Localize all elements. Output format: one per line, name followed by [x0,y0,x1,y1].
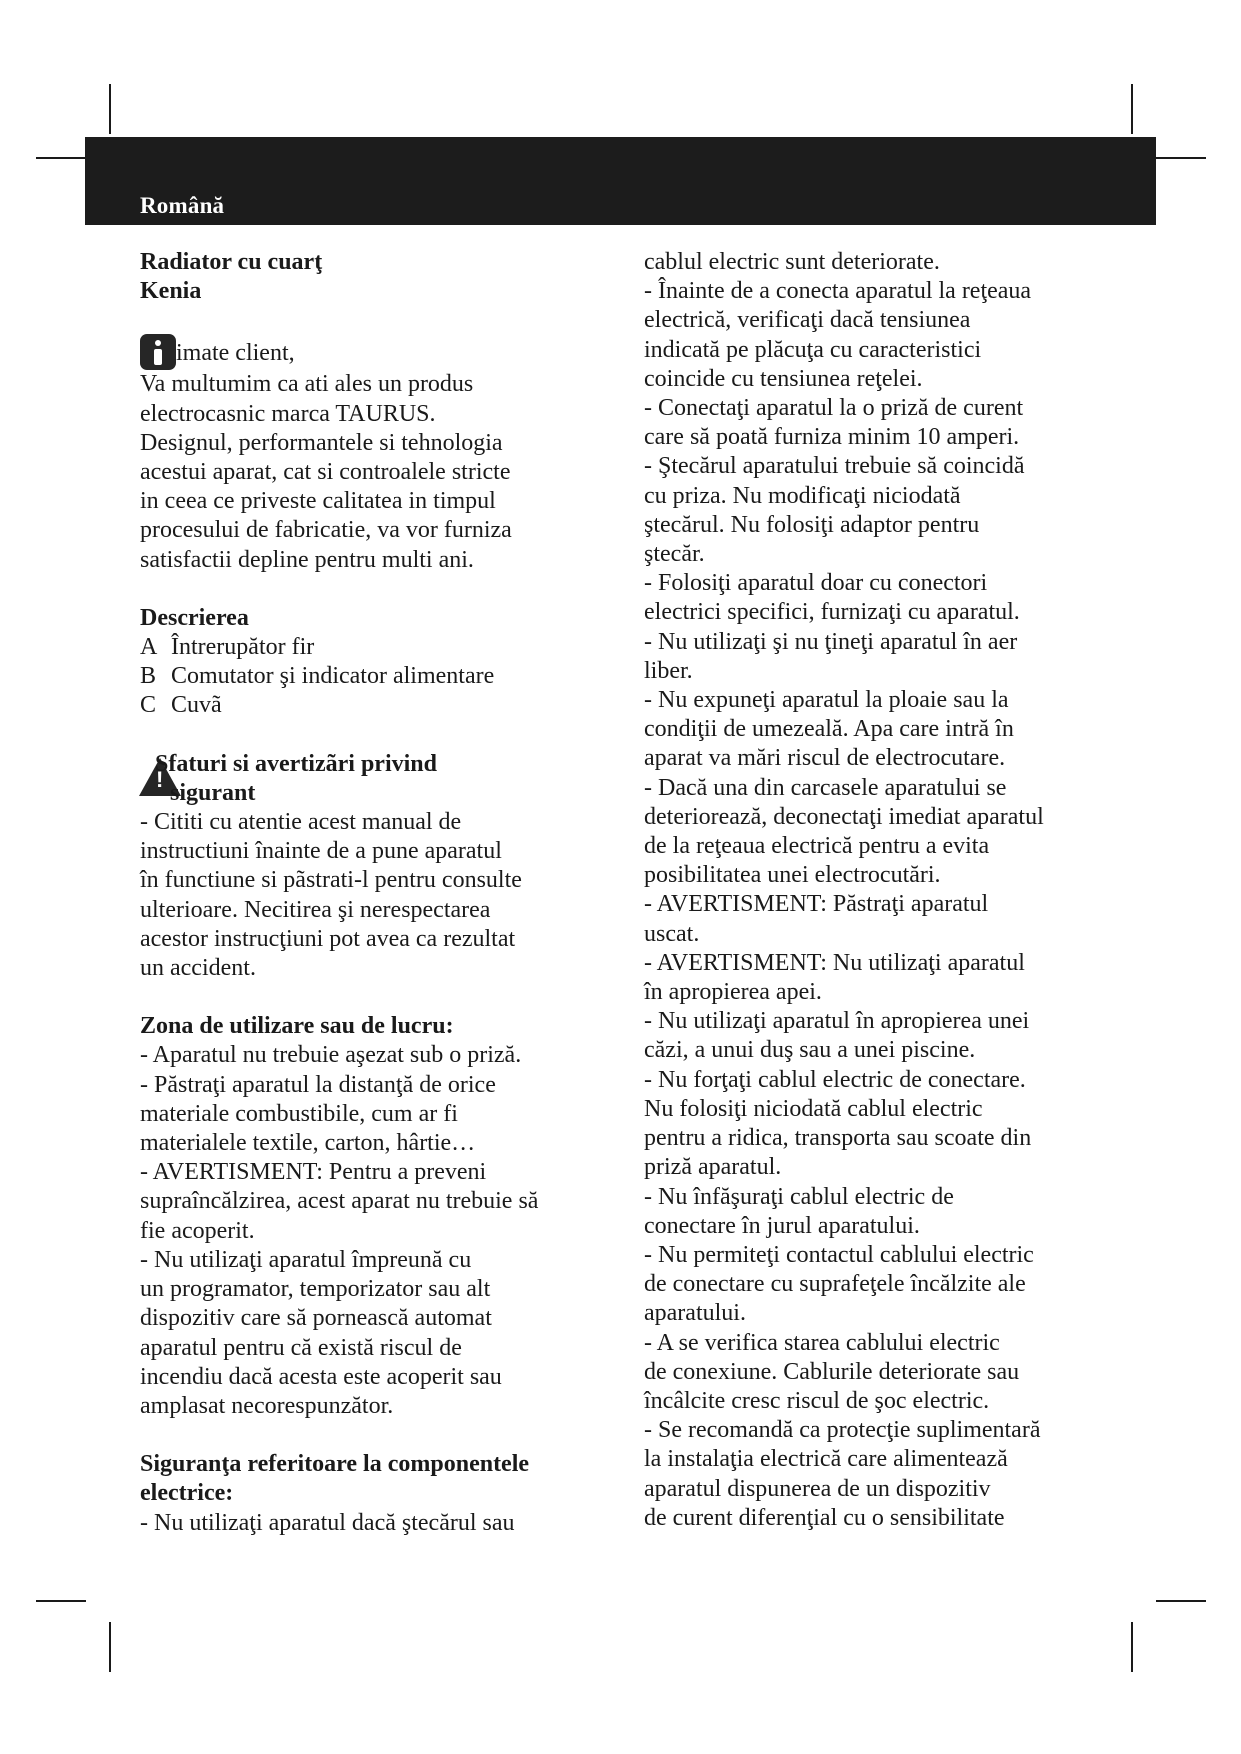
text-line: uscat. [644,920,700,947]
usage-zone-line: incendiu dacă acesta este acoperit sau [140,1363,502,1390]
description-item-text: Întrerupător fir [171,634,315,661]
electrical-safety-heading: Siguranţa referitoare la componentele [140,1451,530,1478]
text-line: deteriorează, deconectaţi imediat aparatul [644,803,1044,830]
crop-mark-top-left-horizontal [36,157,86,159]
text-line: aparatul dispunerea de un dispozitiv [644,1475,991,1502]
usage-zone-line: dispozitiv care să pornească automat [140,1305,492,1332]
text-line: posibilitatea unei electrocutări. [644,862,941,889]
intro-line: procesului de fabricatie, va vor furniza [140,517,512,544]
text-line: liber. [644,657,693,684]
text-line: - Conectaţi aparatul la o priză de curent [644,395,1024,422]
text-line: aparatului. [644,1300,746,1327]
text-line: care să poată furniza minim 10 amperi. [644,424,1020,451]
safety-line: ulterioare. Necitirea şi nerespectarea [140,896,491,923]
description-item-letter: A [140,634,158,661]
usage-zone-line: amplasat necorespunzător. [140,1392,394,1419]
description-item-letter: B [140,663,157,690]
description-item-text: Cuvã [171,692,222,719]
usage-zone-line: aparatul pentru că există riscul de [140,1334,462,1361]
text-line: - Nu utilizaţi şi nu ţineţi aparatul în aer [644,628,1018,655]
intro-line: Va multumim ca ati ales un produs [140,371,474,398]
intro-line: acestui aparat, cat si controalele stricte [140,459,511,486]
product-title: Radiator cu cuarţ [140,249,323,275]
text-line: de conexiune. Cablurile deteriorate sau [644,1358,1020,1385]
description-item [140,633,620,662]
usage-zone-heading: Zona de utilizare sau de lucru: [140,1013,454,1040]
safety-line: în functiune si pãstrati-l pentru consulte [140,867,522,894]
text-line: Nu folosiţi niciodată cablul electric [644,1095,983,1122]
text-line: - A se verifica starea cablului electric [644,1329,1000,1356]
intro-line: electrocasnic marca TAURUS. [140,400,436,427]
text-line: la instalaţia electrică care alimentează [644,1446,1008,1473]
safety-section [140,750,620,808]
text-line: cu priza. Nu modificaţi niciodată [644,482,961,509]
description-list [140,633,620,721]
crop-mark-bottom-left-vertical [109,1622,111,1672]
safety-line: un accident. [140,955,256,982]
text-line: încâlcite cresc riscul de şoc electric. [644,1387,990,1414]
text-line: cablul electric sunt deteriorate. [644,249,940,275]
usage-zone-line: supraîncălzirea, acest aparat nu trebuie să [140,1188,539,1215]
safety-line: acestor instrucţiuni pot avea ca rezultat [140,925,516,952]
electrical-safety-heading-continued: electrice: [140,1480,234,1507]
product-model: Kenia [140,278,202,305]
text-line: ştecăr. [644,541,705,568]
intro-line: Designul, performantele si tehnologia [140,429,503,456]
intro-paragraph [140,370,620,574]
description-item-text: Comutator şi indicator alimentare [171,663,495,690]
header-band [85,137,1156,225]
info-icon [140,334,176,370]
intro-line: in ceea ce priveste calitatea in timpul [140,488,496,515]
safety-heading-continued: sigurant [170,779,256,806]
description-item [140,691,620,720]
text-line: de la reţeaua electrică pentru a evita [644,833,990,860]
text-line: - Dacă una din carcasele aparatului se [644,774,1007,801]
text-line: - Nu permiteţi contactul cablului electric [644,1241,1034,1268]
text-line: - AVERTISMENT: Păstraţi aparatul [644,891,989,918]
crop-mark-bottom-right-vertical [1131,1622,1133,1672]
safety-paragraph [140,808,620,983]
usage-zone-line: fie acoperit. [140,1217,255,1244]
text-line: - Folosiţi aparatul doar cu conectori [644,570,988,597]
safety-line: - Cititi cu atentie acest manual de [140,809,462,836]
greeting-text: imate client, [176,340,295,367]
text-line: aparat va mări riscul de electrocutare. [644,745,1006,772]
text-line: - AVERTISMENT: Nu utilizaţi aparatul [644,949,1025,976]
crop-mark-bottom-right-horizontal [1156,1600,1206,1602]
crop-mark-top-right-horizontal [1156,157,1206,159]
text-line: - Nu expuneţi aparatul la ploaie sau la [644,687,1009,714]
text-line: electrici specifici, furnizaţi cu aparatul. [644,599,1020,626]
description-heading: Descrierea [140,604,249,631]
crop-mark-top-left-vertical [109,84,111,134]
crop-mark-top-right-vertical [1131,84,1133,134]
text-line: - Nu forţaţi cablul electric de conectare. [644,1066,1026,1093]
text-line: ştecărul. Nu folosiţi adaptor pentru [644,511,980,538]
text-line: pentru a ridica, transporta sau scoate din [644,1125,1032,1152]
usage-zone-line: - AVERTISMENT: Pentru a preveni [140,1159,487,1186]
text-line: conectare în jurul aparatului. [644,1212,920,1239]
description-item [140,662,620,691]
usage-zone-paragraph [140,1041,620,1421]
text-line: - Nu înfăşuraţi cablul electric de [644,1183,954,1210]
greeting-row [140,334,620,370]
usage-zone-line: - Păstraţi aparatul la distanţă de orice [140,1071,496,1098]
usage-zone-line: un programator, temporizator sau alt [140,1276,491,1303]
electrical-safety-line: - Nu utilizaţi aparatul dacă ştecărul sau [140,1509,515,1536]
text-line: priză aparatul. [644,1154,782,1181]
text-line: de conectare cu suprafeţele încălzite ale [644,1271,1026,1298]
text-line: de curent diferenţial cu o sensibilitate [644,1504,1005,1531]
usage-zone-line: materialele textile, carton, hârtie… [140,1130,476,1157]
text-line: - Ştecărul aparatului trebuie să coincidă [644,453,1025,480]
text-line: - Înainte de a conecta aparatul la reţeaua [644,278,1032,305]
text-line: coincide cu tensiunea reţelei. [644,365,923,392]
safety-heading: Sfaturi si avertizãri privind [155,750,437,777]
right-column [644,248,1124,1533]
usage-zone-line: materiale combustibile, cum ar fi [140,1100,458,1127]
text-line: în apropierea apei. [644,979,822,1006]
text-line: electrică, verificaţi dacă tensiunea [644,307,971,334]
language-label: Română [140,193,225,218]
safety-line: instructiuni înainte de a pune aparatul [140,838,502,865]
text-line: condiţii de umezeală. Apa care intră în [644,716,1014,743]
crop-mark-bottom-left-horizontal [36,1600,86,1602]
text-line: indicată pe plăcuţa cu caracteristici [644,336,982,363]
intro-line: satisfactii depline pentru multi ani. [140,546,474,573]
usage-zone-line: - Aparatul nu trebuie aşezat sub o priză. [140,1042,522,1069]
left-column [140,248,620,1538]
text-line: - Se recomandă ca protecţie suplimentară [644,1417,1041,1444]
text-line: căzi, a unui duş sau a unei piscine. [644,1037,976,1064]
usage-zone-line: - Nu utilizaţi aparatul împreună cu [140,1246,472,1273]
text-line: - Nu utilizaţi aparatul în apropierea unei [644,1008,1030,1035]
description-item-letter: C [140,692,157,719]
